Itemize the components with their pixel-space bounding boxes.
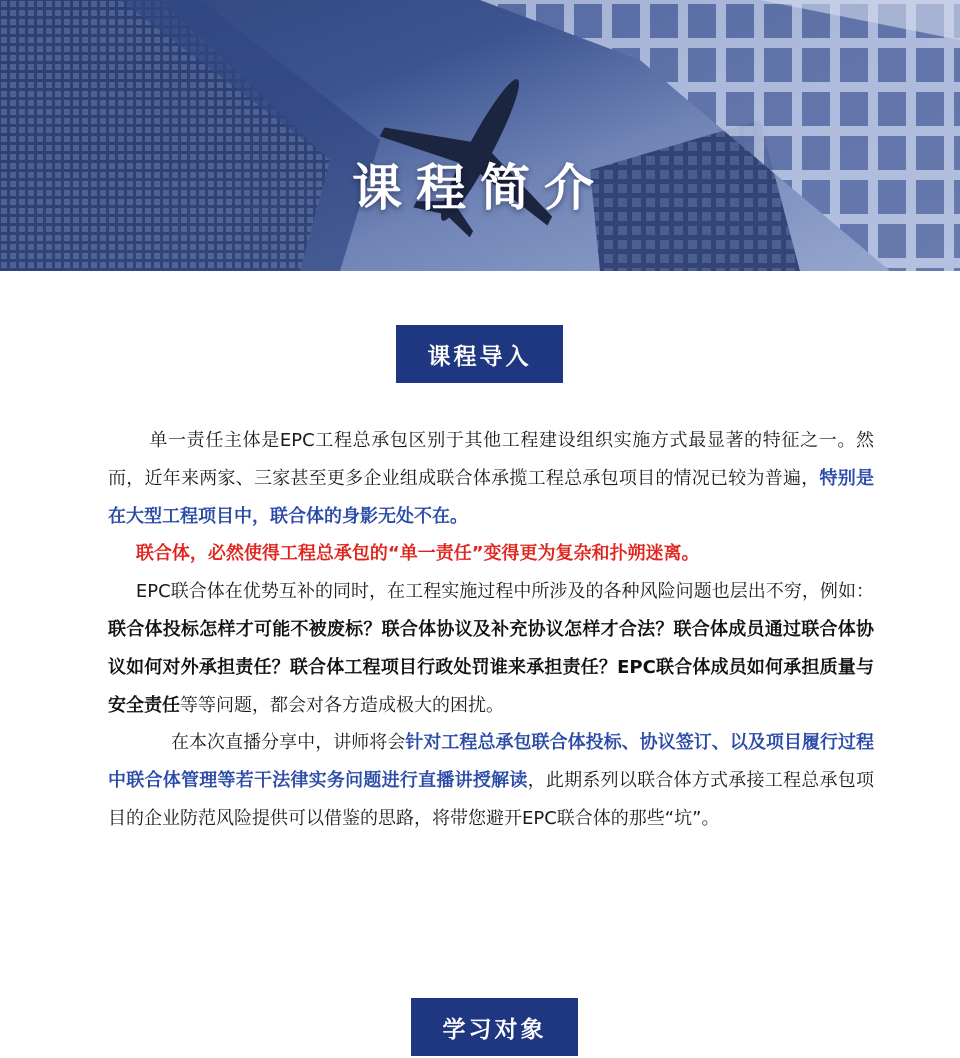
paragraph-4-highlight: 针对工程总承包联合体投标、协议签订、以及项目履行过程中联合体管理等若干法律实务问题进行直播讲授解读 — [108, 732, 874, 792]
paragraph-1 — [108, 422, 874, 535]
section-tag-course-intro: 课程导入 — [396, 325, 563, 383]
section-tag-target-audience: 学习对象 — [411, 998, 578, 1056]
city-skyscrapers-airplane-image — [0, 0, 960, 271]
paragraph-1-text: 单一责任主体是EPC工程总承包区别于其他工程建设组织实施方式最显著的特征之一。然而，近年来两家、三家甚至更多企业组成联合体承揽工程总承包项目的情况已较为普遍， — [108, 430, 874, 489]
paragraph-3-bold-questions: 联合体投标怎样才可能不被废标？联合体协议及补充协议怎样才合法？联合体成员通过联合体协议如何对外承担责任？联合体工程项目行政处罚谁来承担责任？EPC联合体成员如何承担质量与安全责任 — [108, 618, 874, 716]
intro-content — [108, 422, 874, 838]
paragraph-3-text-2: 等等问题，都会对各方造成极大的困扰。 — [180, 694, 504, 716]
paragraph-2 — [108, 535, 874, 573]
paragraph-3-text-1: EPC联合体在优势互补的同时，在工程实施过程中所涉及的各种风险问题也层出不穷，例如： — [135, 581, 874, 603]
paragraph-4-text-2: ，此期系列以联合体方式承接工程总承包项目的企业防范风险提供可以借鉴的思路，将带您避开EPC联合体的那些“坑”。 — [108, 770, 874, 829]
paragraph-2-highlight: 联合体，必然使得工程总承包的“单一责任”变得更为复杂和扑朔迷离。 — [135, 543, 700, 565]
page-title: 课程简介 — [352, 159, 608, 217]
paragraph-3 — [108, 573, 874, 724]
paragraph-4-text-1: 在本次直播分享中，讲师将会 — [171, 732, 406, 754]
paragraph-4 — [108, 724, 874, 837]
paragraph-1-highlight: 特别是在大型工程项目中，联合体的身影无处不在。 — [108, 467, 875, 527]
header-banner — [0, 0, 960, 271]
